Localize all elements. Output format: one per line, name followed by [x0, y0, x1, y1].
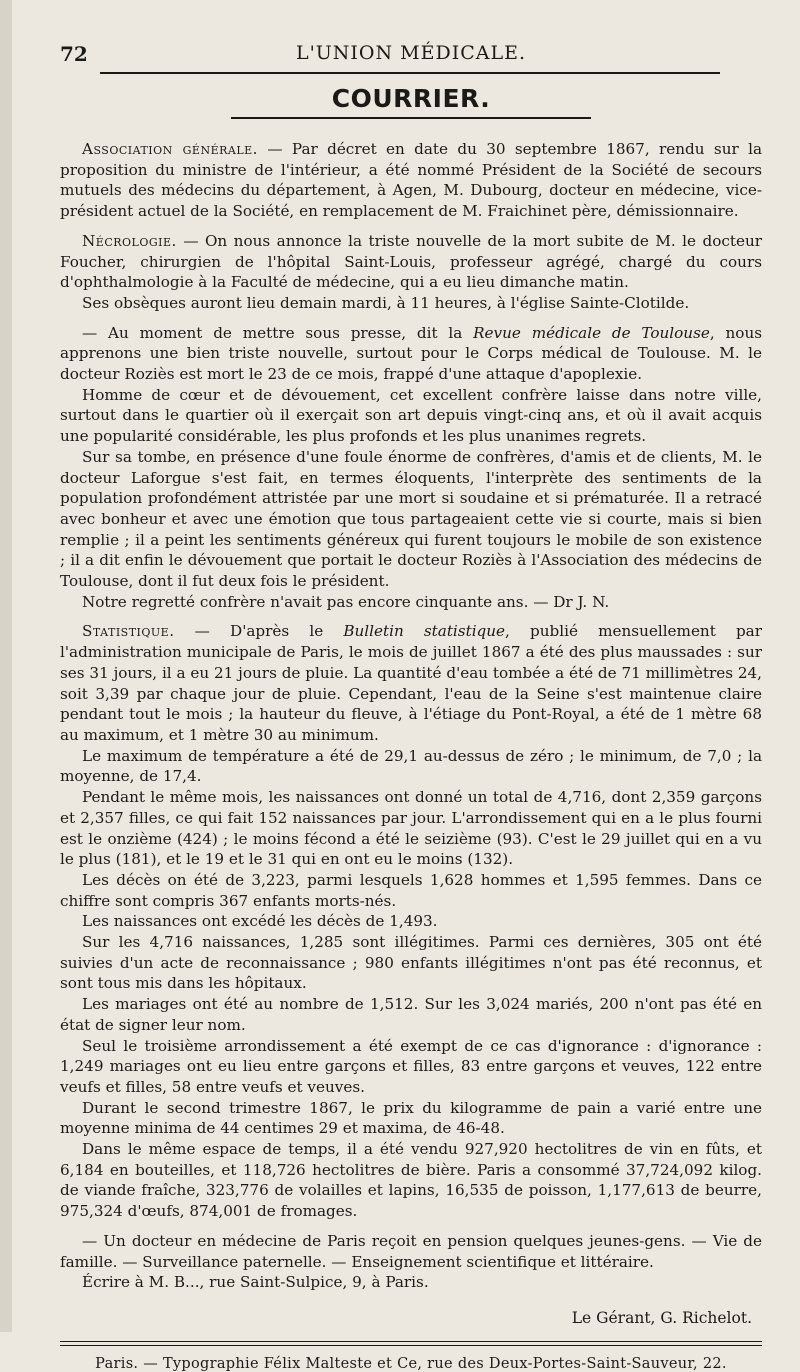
page-number: 72 [60, 42, 88, 66]
paragraph-lead: Association générale. [82, 140, 259, 158]
paragraph [60, 932, 762, 994]
paragraph [60, 385, 762, 447]
printer-imprint: Paris. — Typographie Félix Malteste et Ce, rue des Deux-Portes-Saint-Sauveur, 22. [95, 1355, 727, 1372]
section-title: COURRIER. [331, 84, 491, 113]
paragraph [60, 870, 762, 911]
paragraph-text: Pendant le même mois, les naissances ont donné un total de 4,716, dont 2,359 garçons et 2,357 filles, ce qui fait 152 naissances par jour. L'arrondissement qui en a le plus fourni est le onzième (424) ; le moins fécond a été le seizième (93). C'est le 29 juillet qui en a vu le plus (181), et le 19 et le 31 qui en ont eu le moins (132). [60, 788, 762, 869]
paragraph [60, 1139, 762, 1222]
paragraph [60, 1036, 762, 1098]
paragraph [60, 911, 762, 932]
paragraph-gap [60, 612, 762, 621]
paragraph-text: Durant le second trimestre 1867, le prix du kilogramme de pain a varié entre une moyenne minima de 44 centimes 29 et maxima, de 46-48. [60, 1098, 762, 1138]
header-rule [100, 72, 720, 74]
paragraph [60, 139, 762, 222]
paragraph-text: Notre regretté confrère n'avait pas encore cinquante ans. — Dr J. N. [82, 592, 610, 611]
running-head: L'UNION MÉDICALE. [295, 42, 527, 64]
paragraph-text: Seul le troisième arrondissement a été exempt de ce cas d'ignorance : d'ignorance : 1,249 mariages ont eu lieu entre garçons et filles, 83 entre garçons et veuves, 122 entre veufs et filles, 58 entre veufs et veuves. [60, 1036, 762, 1096]
paragraph [60, 323, 762, 385]
paragraph [60, 746, 762, 787]
paragraph [60, 1231, 762, 1272]
paragraph [60, 293, 762, 314]
paragraph-gap [60, 1222, 762, 1231]
signature: Le Gérant, G. Richelot. [571, 1308, 752, 1327]
paragraph [60, 994, 762, 1035]
paragraph-text: — On nous annonce la triste nouvelle de la mort subite de M. le docteur Foucher, chirurgien de l'hôpital Saint-Louis, professeur agrégé, chargé du cours d'ophthalmologie à la Faculté de médecine, qui a eu lieu dimanche matin. [60, 231, 762, 292]
paragraph-text: Ses obsèques auront lieu demain mardi, à 11 heures, à l'église Sainte-Clotilde. [82, 293, 690, 312]
paragraph [60, 621, 762, 745]
paragraph-text: Le maximum de température a été de 29,1 au-dessus de zéro ; le minimum, de 7,0 ; la moyenne, de 17,4. [60, 746, 762, 786]
paragraph-text: Les décès on été de 3,223, parmi lesquels 1,628 hommes et 1,595 femmes. Dans ce chiffre sont compris 367 enfants morts-nés. [60, 870, 762, 910]
paragraph [60, 787, 762, 870]
paragraph-text: , publié mensuellement par l'administration municipale de Paris, le mois de juillet 1867 a été des plus maussades : sur ses 31 jours, il a eu 21 jours de pluie. La quantité d'eau tombée a été de 71 millimètres 24, soit 3,39 par chaque jour de pluie. Cependant, l'eau de la Seine s'est maintenue claire pendant tout le mois ; la hauteur du fleuve, à l'étiage du Pont-Royal, a été de 1 mètre 68 au maximum, et 1 mètre 30 au minimum. [60, 622, 762, 744]
page-binding-edge [0, 0, 12, 1332]
paragraph-italic: Revue médicale de Toulouse [473, 323, 710, 342]
paragraph-pre: — Au moment de mettre sous presse, dit la [82, 323, 474, 342]
paragraph-text: — Par décret en date du 30 septembre 1867, rendu sur la proposition du ministre de l'intérieur, a été nommé Président de la Société de secours mutuels des médecins du département, à Agen, M. Dubourg, docteur en médecine, vice-président actuel de la Société, en remplacement de M. Fraichinet père, démissionnaire. [60, 140, 763, 221]
paragraph-text: Les mariages ont été au nombre de 1,512. Sur les 3,024 mariés, 200 n'ont pas été en état de signer leur nom. [60, 995, 762, 1034]
paragraph-text: Sur sa tombe, en présence d'une foule énorme de confrères, d'amis et de clients, M. le docteur Laforgue s'est fait, en termes éloquents, l'interprète des sentiments de la population profondément attristée par une mort si soudaine et si prématurée. Il a retracé avec bonheur et avec une émotion que tous partageaient cette vie si courte, mais si bien remplie ; il a peint les sentiments généreux qui furent toujours le mobile de son existence ; il a dit enfin le dévouement que portait le docteur Roziès à l'Association des médecins de Toulouse, dont il fut deux fois le président. [60, 447, 762, 591]
article-body [60, 139, 762, 1293]
paragraph-text: Écrire à M. B..., rue Saint-Sulpice, 9, à Paris. [82, 1273, 429, 1292]
paragraph-pre: — D'après le [174, 622, 344, 641]
paragraph [60, 231, 762, 293]
title-rule [231, 117, 591, 119]
paragraph-text: Homme de cœur et de dévouement, cet excellent confrère laisse dans notre ville, surtout dans le quartier où il exerçait son art depuis vingt-cinq ans, et où il avait acquis une popularité considérable, les plus profonds et les plus unanimes regrets. [60, 385, 762, 446]
paragraph-text: Les naissances ont excédé les décès de 1,493. [82, 912, 438, 931]
paragraph-text: , nous apprenons une bien triste nouvelle, surtout pour le Corps médical de Toulouse. M. le docteur Roziès est mort le 23 de ce mois, frappé d'une attaque d'apoplexie. [60, 323, 763, 384]
paragraph [60, 592, 762, 613]
paragraph-italic: Bulletin statistique [343, 622, 506, 641]
paragraph [60, 1098, 762, 1139]
paragraph-text: Sur les 4,716 naissances, 1,285 sont illégitimes. Parmi ces dernières, 305 ont été suivies d'un acte de reconnaissance ; 980 enfants illégitimes n'ont pas été reconnus, et sont tous mis dans les hôpitaux. [60, 933, 762, 993]
page-header [60, 40, 762, 72]
paragraph-text: — Un docteur en médecine de Paris reçoit en pension quelques jeunes-gens. — Vie de famille. — Surveillance paternelle. — Enseignement scientifique et littéraire. [60, 1231, 762, 1271]
footer-rule [60, 1341, 762, 1346]
paragraph-gap [60, 314, 762, 323]
paragraph [60, 447, 762, 592]
paragraph-gap [60, 222, 762, 231]
paragraph-text: Dans le même espace de temps, il a été vendu 927,920 hectolitres de vin en fûts, et 6,184 en bouteilles, et 118,726 hectolitres de bière. Paris a consommé 37,724,092 kilog. de viande fraîche, 323,776 de volailles et lapins, 16,535 de poisson, 1,177,613 de beurre, 975,324 d'œufs, 874,001 de fromages. [60, 1140, 762, 1221]
paragraph-lead: Nécrologie. [82, 231, 177, 250]
paragraph [60, 1272, 762, 1293]
paragraph-lead: Statistique. [82, 622, 175, 641]
